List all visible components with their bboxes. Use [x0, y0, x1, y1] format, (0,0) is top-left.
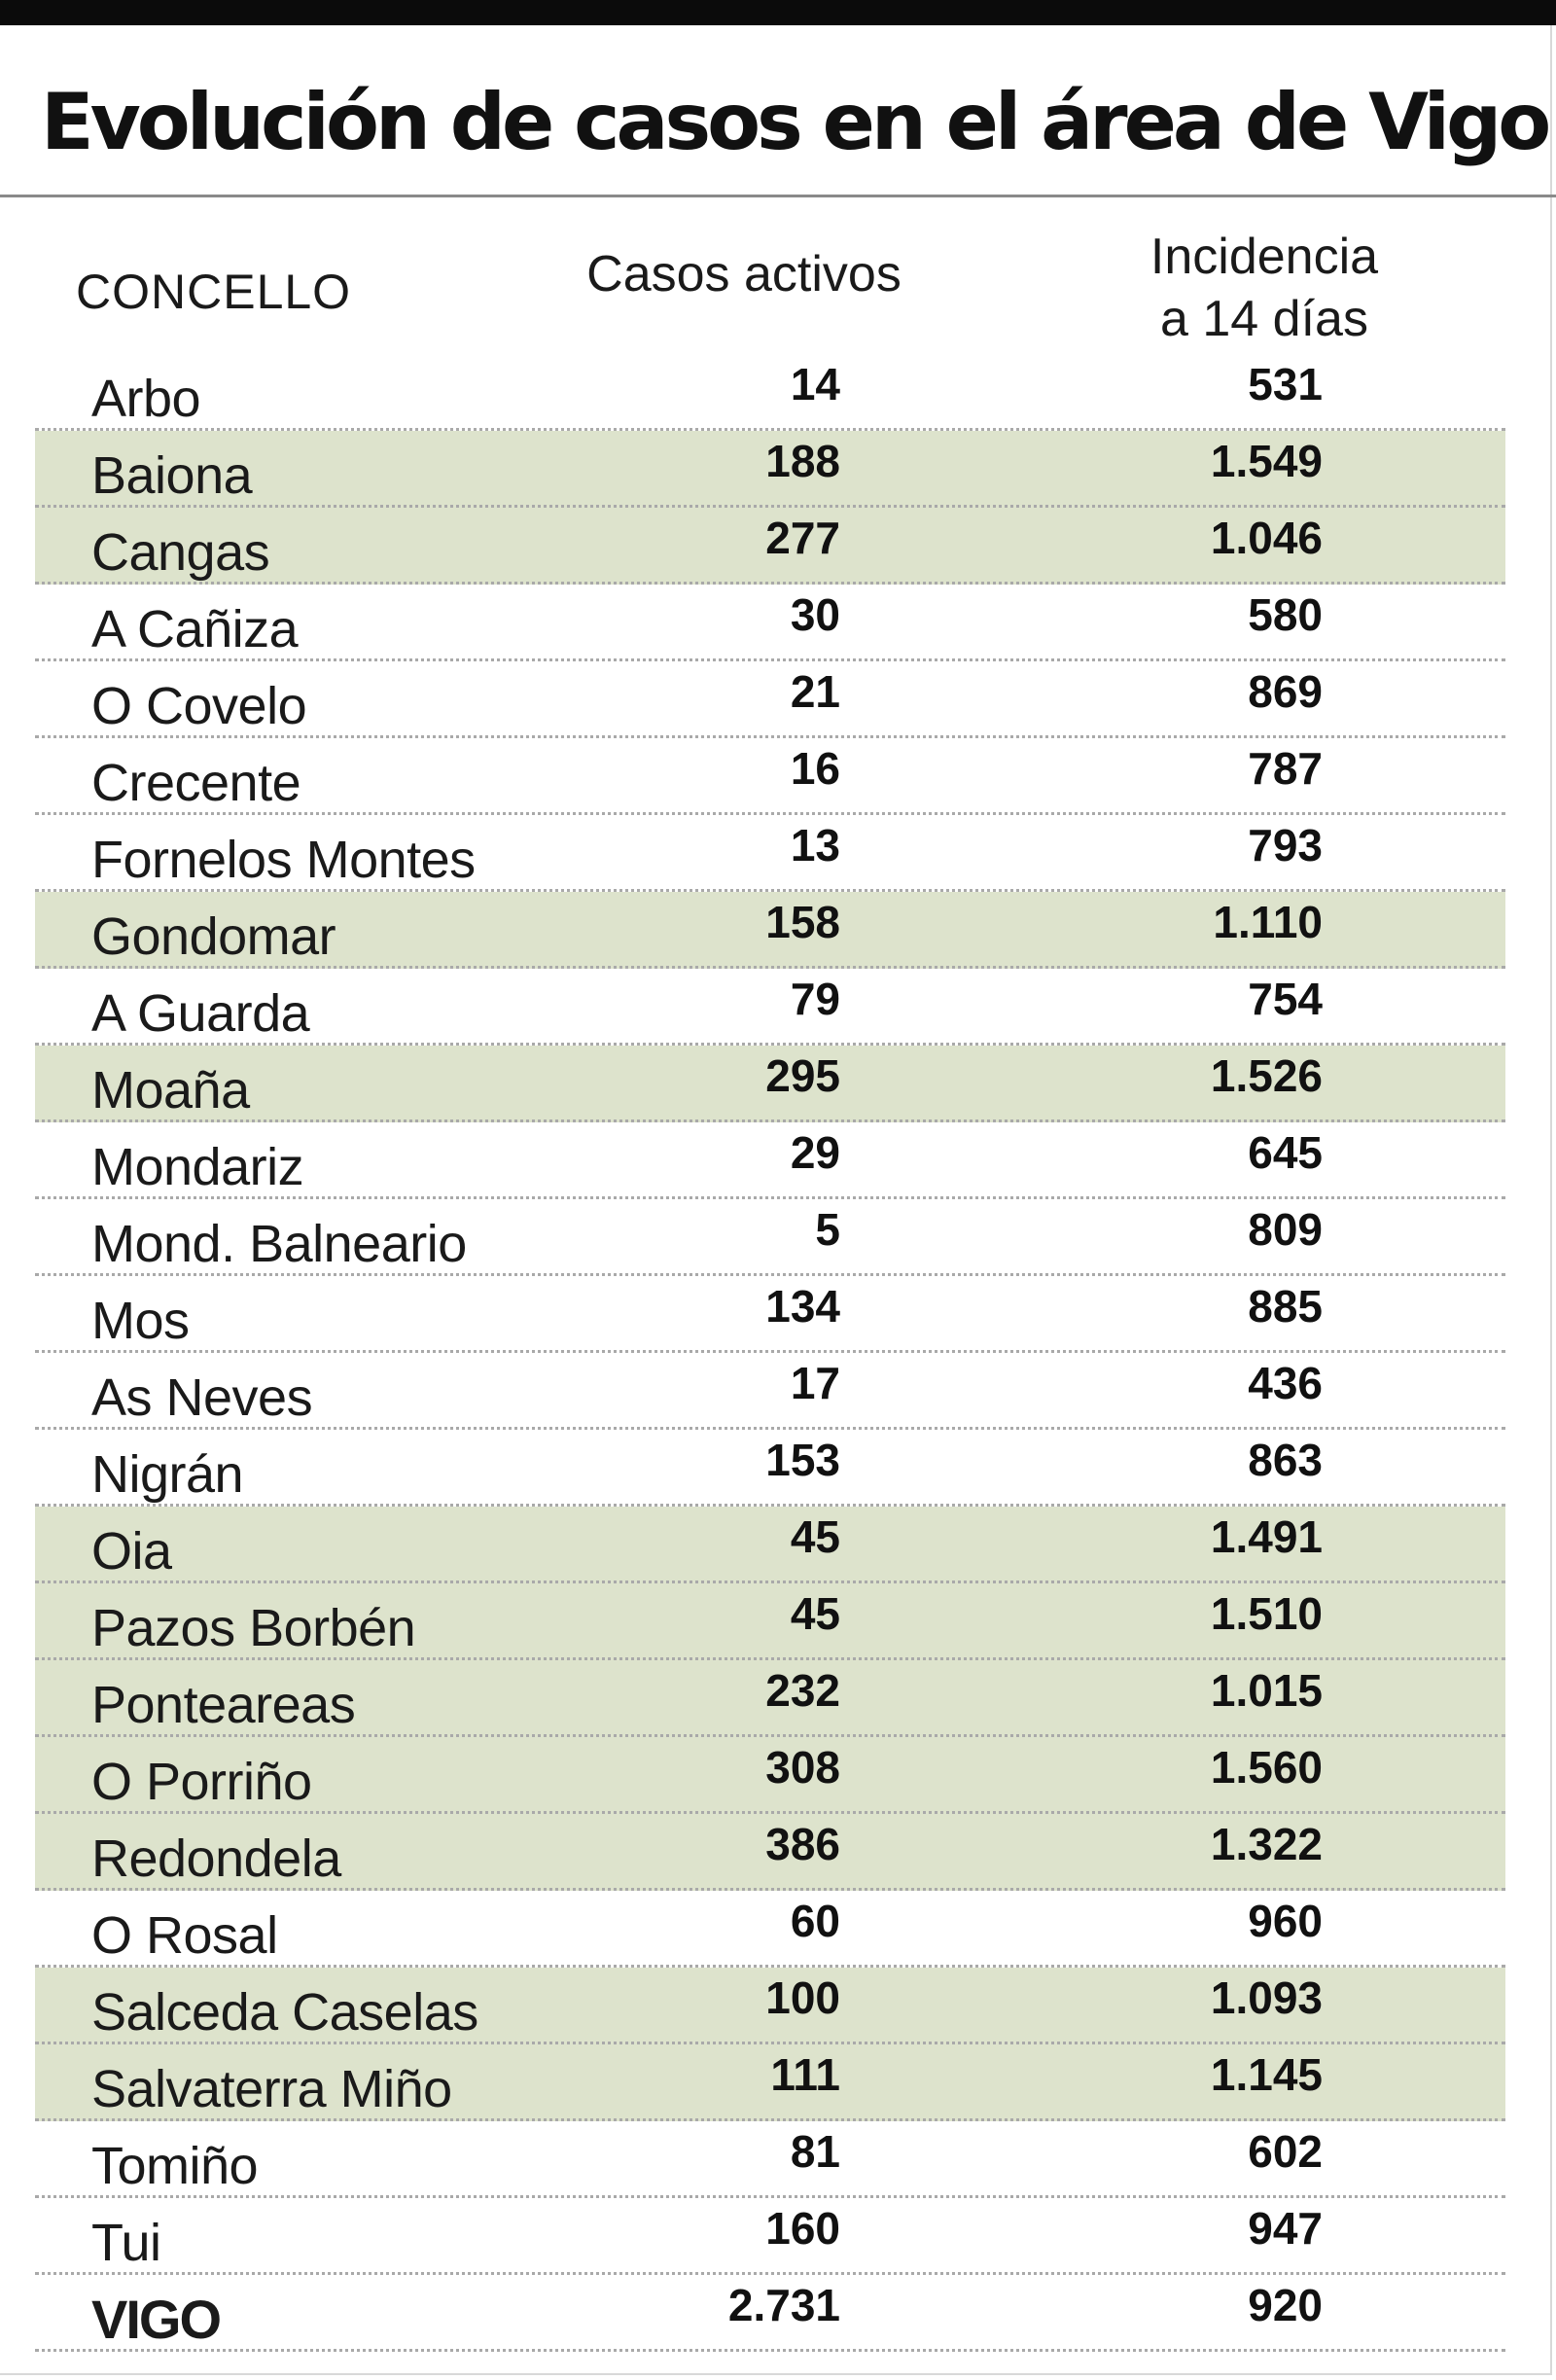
casos-activos-value: 45: [790, 1511, 840, 1562]
table-row: [35, 661, 1505, 738]
casos-activos-value: 13: [790, 820, 840, 870]
concello-name: Salceda Caselas: [91, 1983, 478, 2042]
incidencia-value: 1.145: [1210, 2049, 1323, 2100]
concello-name: A Cañiza: [91, 600, 299, 658]
concello-name: O Covelo: [91, 677, 307, 735]
concello-name: Fornelos Montes: [91, 831, 476, 889]
table-row: [35, 1968, 1505, 2044]
concello-name: Arbo: [91, 370, 201, 428]
concello-name: Oia: [91, 1522, 172, 1581]
table-row: [35, 1276, 1505, 1353]
casos-activos-value: 188: [765, 436, 840, 486]
table-row: [35, 2044, 1505, 2121]
casos-activos-value: 134: [765, 1281, 840, 1332]
table-row: [35, 1353, 1505, 1430]
incidencia-value: 863: [1248, 1435, 1323, 1485]
table-row: [35, 2198, 1505, 2275]
data-table: [35, 354, 1505, 2352]
table-row: [35, 969, 1505, 1046]
incidencia-value: 1.560: [1210, 1742, 1323, 1793]
table-row: [35, 1122, 1505, 1199]
incidencia-value: 1.491: [1210, 1511, 1323, 1562]
incidencia-value: 531: [1248, 359, 1323, 409]
incidencia-value: 1.510: [1210, 1588, 1323, 1639]
concello-name: Moaña: [91, 1061, 250, 1119]
casos-activos-value: 308: [765, 1742, 840, 1793]
incidencia-value: 436: [1248, 1358, 1323, 1408]
concello-name: As Neves: [91, 1368, 313, 1427]
concello-name: Ponteareas: [91, 1676, 356, 1734]
table-row: [35, 431, 1505, 508]
table-row-total: [35, 2275, 1505, 2352]
casos-activos-value: 60: [790, 1896, 840, 1946]
table-row: [35, 1737, 1505, 1814]
chart-title: Evolución de casos en el área de Vigo: [41, 77, 1548, 167]
casos-activos-value: 81: [790, 2126, 840, 2177]
concello-name: Redondela: [91, 1829, 341, 1888]
incidencia-value: 1.110: [1213, 897, 1323, 947]
incidencia-value: 1.322: [1210, 1819, 1323, 1869]
concello-name: Baiona: [91, 446, 253, 505]
table-row: [35, 1046, 1505, 1122]
concello-name: Cangas: [91, 523, 270, 582]
casos-activos-value: 277: [765, 513, 840, 563]
casos-activos-value: 158: [765, 897, 840, 947]
table-row: [35, 738, 1505, 815]
concello-name: O Porriño: [91, 1753, 312, 1811]
table-row: [35, 1660, 1505, 1737]
concello-name: Pazos Borbén: [91, 1599, 416, 1657]
casos-activos-value: 153: [765, 1435, 840, 1485]
concello-name: Gondomar: [91, 907, 336, 966]
incidencia-value: 754: [1248, 974, 1323, 1024]
concello-name: Tui: [91, 2214, 161, 2272]
concello-name: Mos: [91, 1292, 190, 1350]
incidencia-value: 947: [1248, 2203, 1323, 2254]
table-row: [35, 1199, 1505, 1276]
table-row: [35, 1430, 1505, 1507]
top-bar: [0, 0, 1556, 25]
casos-activos-value: 100: [765, 1972, 840, 2023]
casos-activos-value: 5: [815, 1204, 840, 1255]
incidencia-value: 793: [1248, 820, 1323, 870]
concello-name: Mond. Balneario: [91, 1215, 467, 1273]
concello-name: Salvaterra Miño: [91, 2060, 452, 2118]
casos-activos-value: 21: [790, 666, 840, 717]
table-row: [35, 2121, 1505, 2198]
incidencia-value: 1.015: [1210, 1665, 1323, 1716]
concello-name: Tomiño: [91, 2137, 259, 2195]
casos-activos-value: 232: [765, 1665, 840, 1716]
concello-name: Mondariz: [91, 1138, 304, 1196]
incidencia-value: 645: [1248, 1127, 1323, 1178]
table-row: [35, 892, 1505, 969]
concello-name: Crecente: [91, 754, 301, 812]
table-row: [35, 1891, 1505, 1968]
table-row: [35, 1507, 1505, 1583]
incidencia-value: 960: [1248, 1896, 1323, 1946]
column-header-incidencia: [1060, 226, 1468, 350]
incidencia-value: 602: [1248, 2126, 1323, 2177]
column-header-concello: CONCELLO: [76, 265, 352, 319]
casos-activos-value: 17: [790, 1358, 840, 1408]
incidencia-value: 809: [1248, 1204, 1323, 1255]
table-row: [35, 815, 1505, 892]
table-row: [35, 585, 1505, 661]
casos-activos-value: 386: [765, 1819, 840, 1869]
incidencia-value: 1.549: [1210, 436, 1323, 486]
incidencia-value: 1.093: [1210, 1972, 1323, 2023]
casos-activos-value: 160: [765, 2203, 840, 2254]
incidencia-value: 580: [1248, 589, 1323, 640]
casos-activos-value: 29: [790, 1127, 840, 1178]
casos-activos-value: 45: [790, 1588, 840, 1639]
table-row: [35, 1583, 1505, 1660]
casos-activos-value: 111: [770, 2049, 840, 2100]
column-header-incidencia-line2: a 14 días: [1160, 291, 1368, 347]
incidencia-value: 1.046: [1210, 513, 1323, 563]
casos-activos-value: 30: [790, 589, 840, 640]
table-row: [35, 1814, 1505, 1891]
concello-name: Nigrán: [91, 1445, 244, 1504]
casos-activos-value: 2.731: [727, 2280, 840, 2330]
concello-name: O Rosal: [91, 1906, 278, 1965]
column-header-incidencia-line1: Incidencia: [1149, 229, 1379, 285]
concello-name: VIGO: [91, 2289, 221, 2350]
incidencia-value: 787: [1248, 743, 1323, 794]
casos-activos-value: 295: [765, 1050, 840, 1101]
title-divider: [0, 195, 1556, 197]
casos-activos-value: 79: [790, 974, 840, 1024]
column-header-casos-activos: Casos activos: [586, 246, 902, 302]
incidencia-value: 1.526: [1210, 1050, 1323, 1101]
casos-activos-value: 16: [790, 743, 840, 794]
incidencia-value: 920: [1248, 2280, 1323, 2330]
incidencia-value: 869: [1248, 666, 1323, 717]
concello-name: A Guarda: [91, 984, 310, 1043]
table-row: [35, 354, 1505, 431]
casos-activos-value: 14: [790, 359, 840, 409]
incidencia-value: 885: [1248, 1281, 1323, 1332]
table-row: [35, 508, 1505, 585]
